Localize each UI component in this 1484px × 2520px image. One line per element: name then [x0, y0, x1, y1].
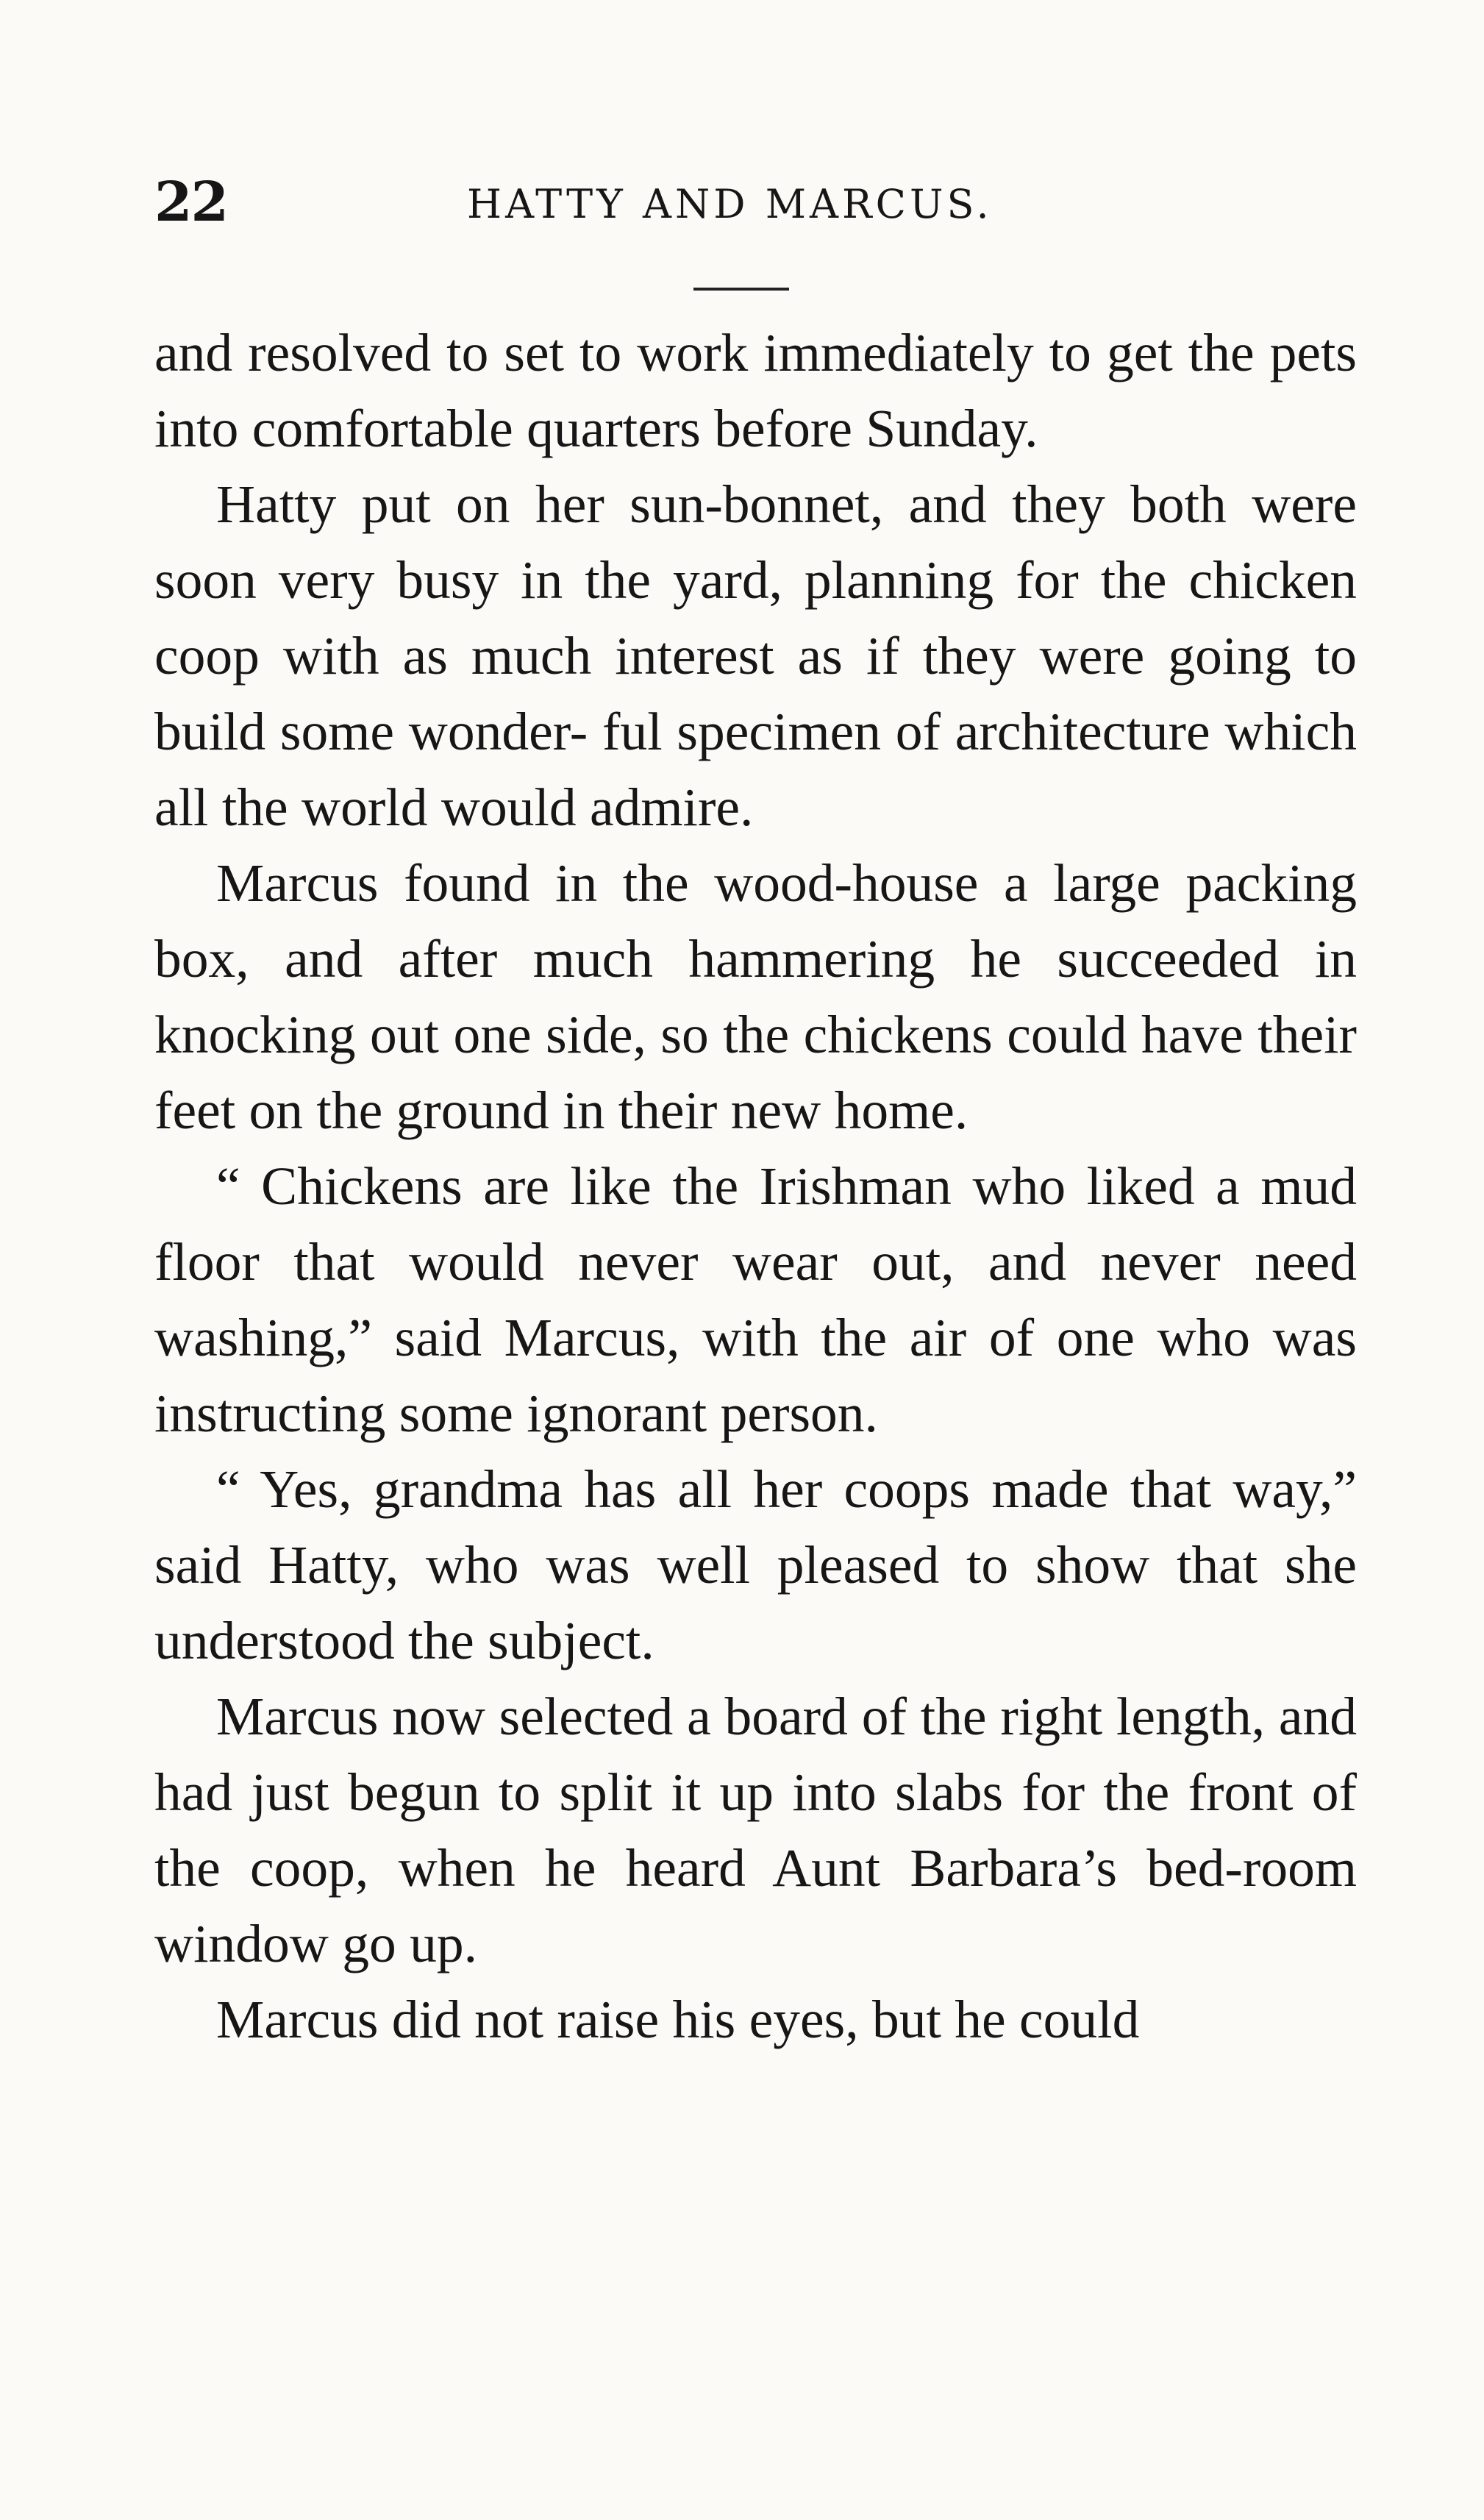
paragraph: and resolved to set to work immediately to get the pets into comfortable quarters before Sunday.: [154, 323, 1357, 458]
paragraph: “ Chickens are like the Irishman who liked a mud floor that would never wear out, and never need washing,” said Marcus, with the air of one who was instructing some ignorant person.: [154, 1156, 1357, 1443]
running-head: [154, 171, 1360, 237]
paragraph: Marcus found in the wood-house a large packing box, and after much hammering he succeeded in knocking out one side, so the chickens could have their feet on the ground in their new home.: [154, 853, 1357, 1140]
paragraph: Marcus now selected a board of the right length, and had just begun to split it up into slabs for the front of the coop, when he heard Aunt Barbara’s bed-room window go up.: [154, 1687, 1357, 1973]
body-text: [154, 315, 1357, 2057]
paragraph: Marcus did not raise his eyes, but he could: [216, 1990, 1140, 2049]
header-rule: [693, 288, 789, 291]
page-number: 22: [154, 171, 227, 234]
paragraph: Hatty put on her sun-bonnet, and they both were soon very busy in the yard, planning for the chicken coop with as much interest as if they were going to build some wonder- ful specimen of architecture which all the world would admire.: [154, 474, 1357, 837]
running-title: HATTY AND MARCUS.: [467, 181, 993, 227]
paragraph: “ Yes, grandma has all her coops made that way,” said Hatty, who was well pleased to show that she understood the subject.: [154, 1459, 1357, 1670]
